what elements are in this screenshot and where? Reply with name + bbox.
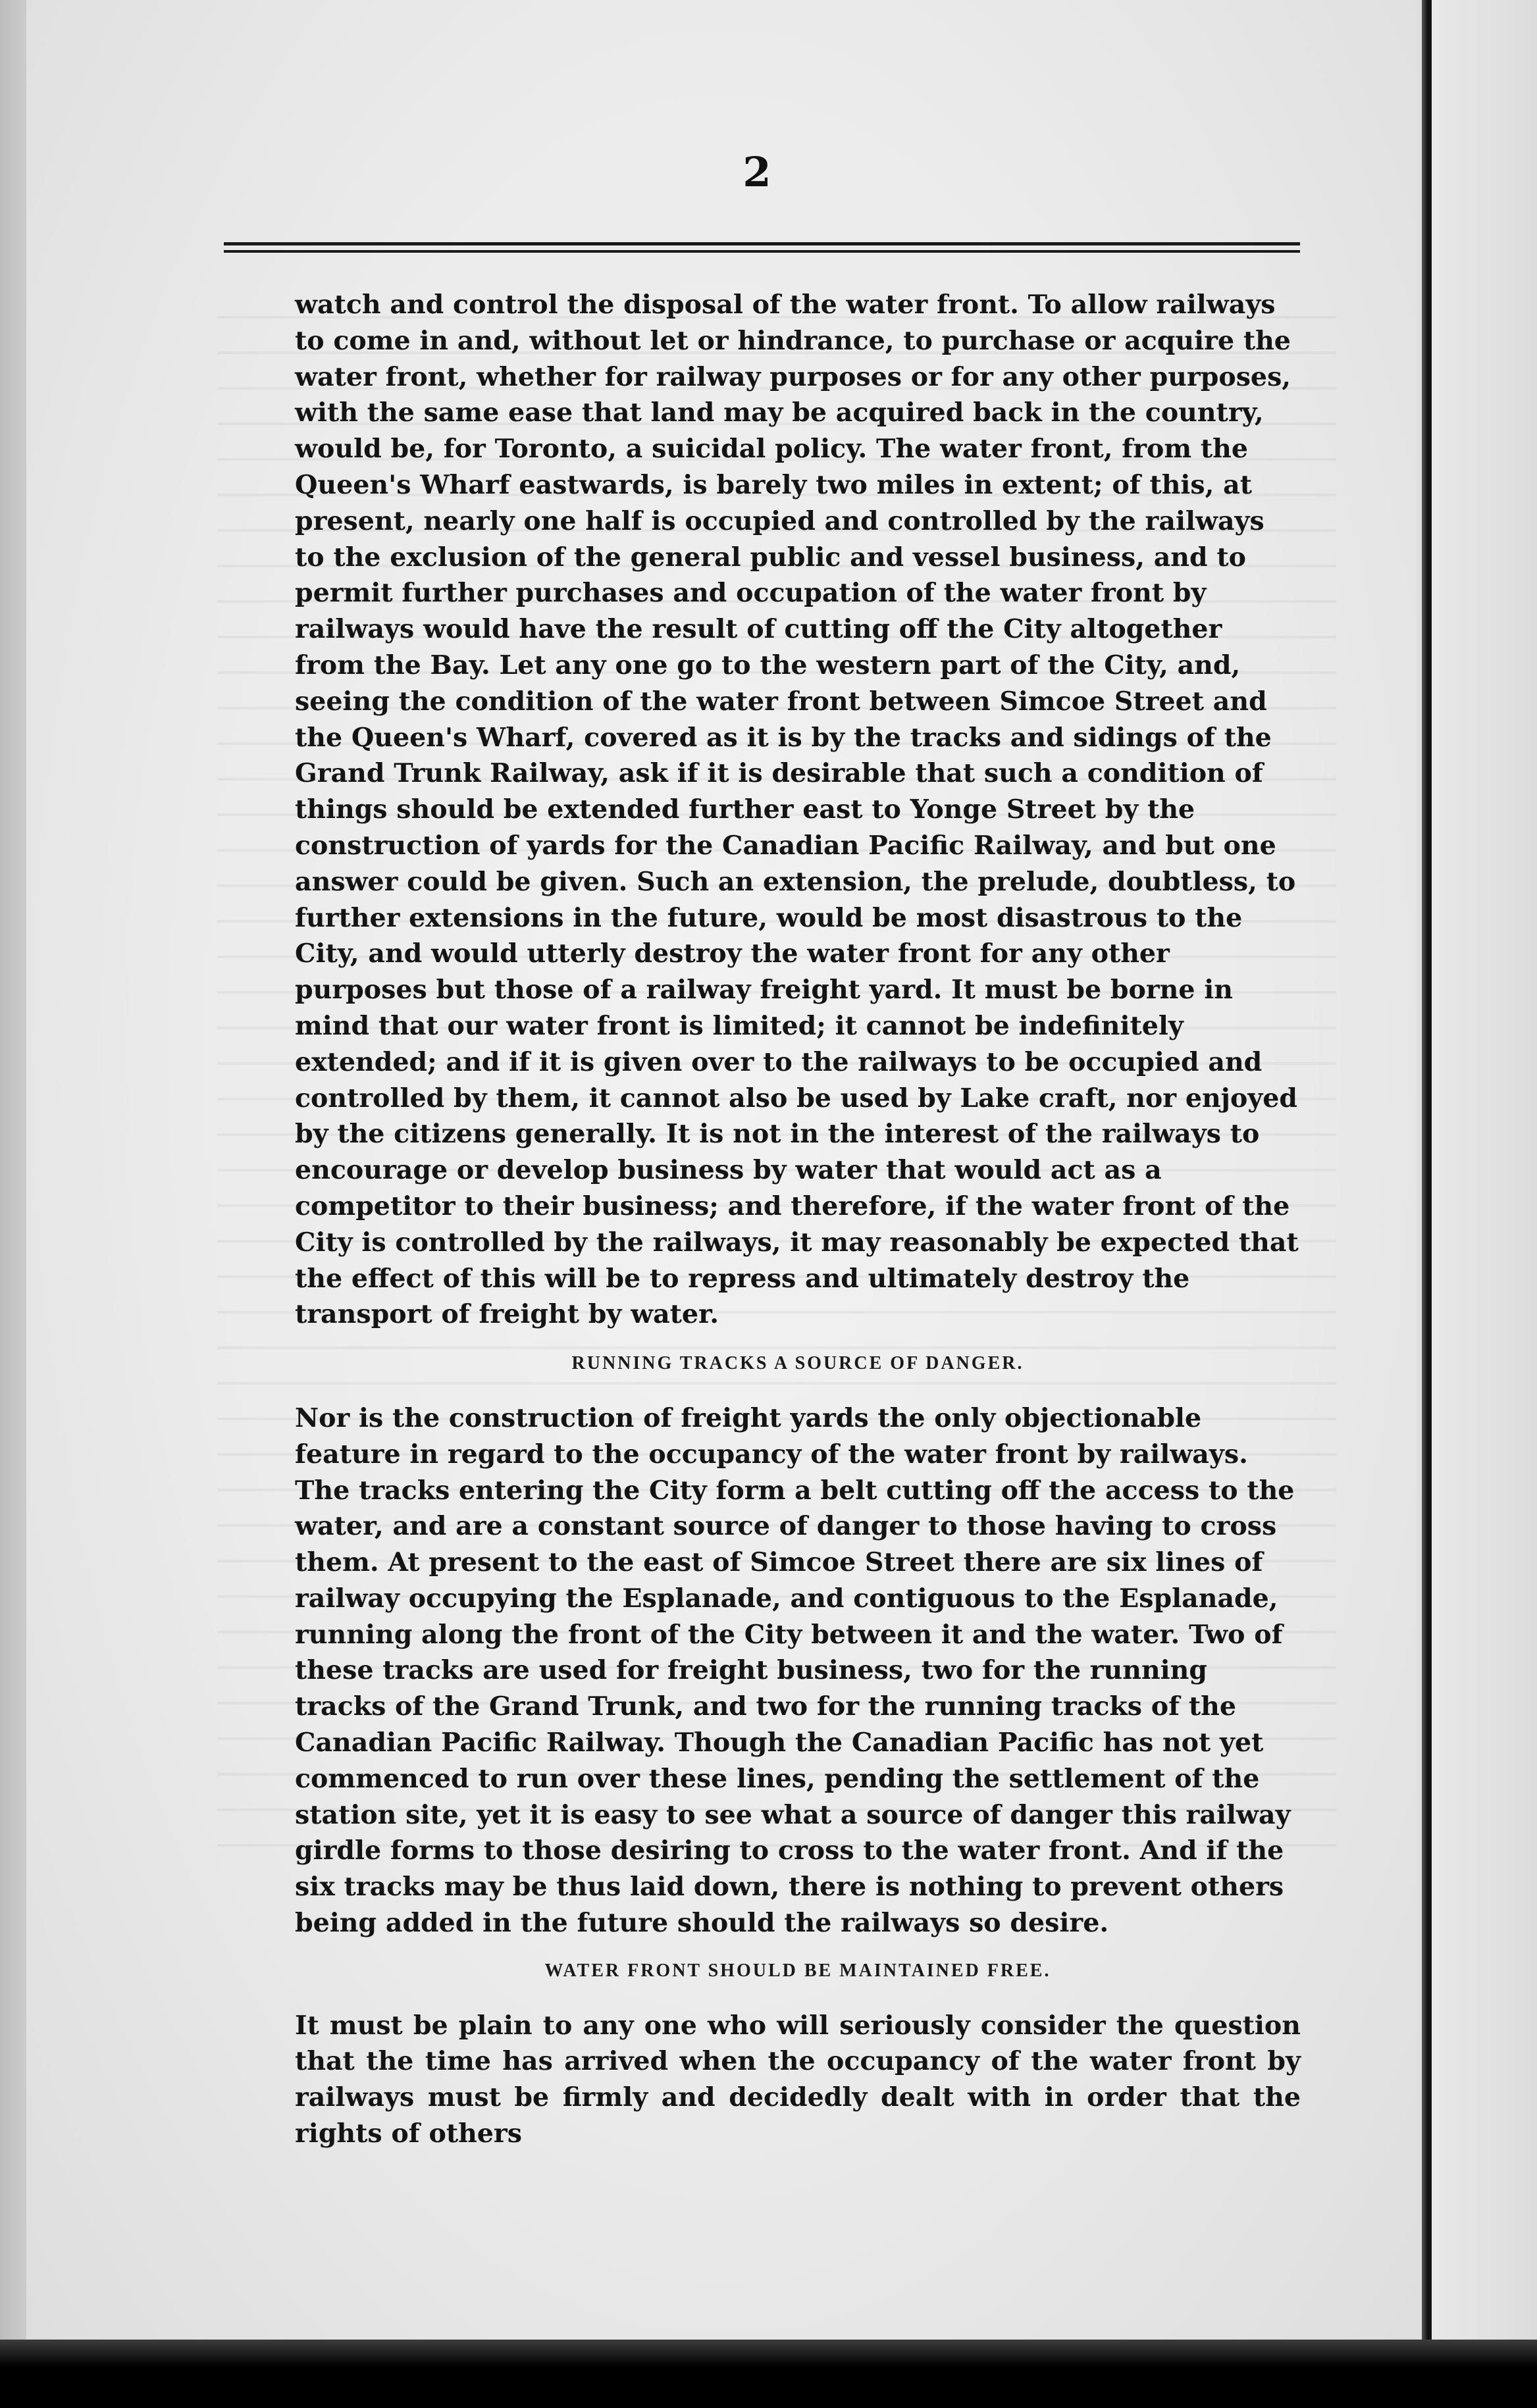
section-heading: RUNNING TRACKS A SOURCE OF DANGER. [571, 1353, 1024, 1374]
header-rule-line [224, 250, 1300, 253]
paragraph: watch and control the disposal of the water front. To allow railways to come in and, without let or hindrance, to purchase or acquire the water front, whether for railway purposes or for any other purposes, with the same ease that land may be acquired back in the country, would be, for Toronto, a suicidal policy. The water front, from the Queen's Wharf eastwards, is barely two miles in extent; of this, at present, nearly one half is occupied and controlled by the railways to the exclusion of the general public and vessel business, and to permit further purchases and occupation of the water front by railways would have the result of cutting off the City altogether from the Bay. Let any one go to the western part of the City, and, seeing the condition of the water front between Simcoe Street and the Queen's Wharf, covered as it is by the tracks and sidings of the Grand Trunk Railway, ask if it is desirable that such a condition of things should be extended further east to Yonge Street by the construction of yards for the Canadian Pacific Railway, and but one answer could be given. Such an extension, the prelude, doubtless, to further extensions in the future, would be most disastrous to the City, and would utterly destroy the water front for any other purposes but those of a railway freight yard. It must be borne in mind that our water front is limited; it cannot be indefinitely extended; and if it is given over to the railways to be occupied and controlled by them, it cannot also be used by Lake craft, nor enjoyed by the citizens generally. It is not in the interest of the railways to encourage or develop business by water that would act as a competitor to their business; and therefore, if the water front of the City is controlled by the railways, it may reasonably be expected that the effect of this will be to repress and ultimately destroy the transport of freight by water. [295, 290, 1299, 1330]
paragraph: It must be plain to any one who will seriously consider the question that the time has arrived when the occupancy of the water front by railways must be firmly and decidedly dealt with in order that the rights of others [295, 2010, 1301, 2149]
scan-bottom-edge [0, 2340, 1537, 2408]
paragraph: Nor is the construction of freight yards the only objectionable feature in regard to the occupancy of the water front by railways. The tracks entering the City form a belt cutting off the access to the water, and are a constant source of danger to those having to cross them. At present to the east of Simcoe Street there are six lines of railway occupying the Esplanade, and contiguous to the Esplanade, running along the front of the City between it and the water. Two of these tracks are used for freight business, two for the running tracks of the Grand Trunk, and two for the running tracks of the Canadian Pacific Railway. Though the Canadian Pacific has not yet commenced to run over these lines, pending the settlement of the station site, yet it is easy to see what a source of danger this railway girdle forms to those desiring to cross to the water front. And if the six tracks may be thus laid down, there is nothing to prevent others being added in the future should the railways so desire. [295, 1402, 1295, 1939]
header-rule-line [224, 242, 1300, 245]
adjacent-page-edge [1432, 0, 1537, 2340]
page-number: 2 [742, 148, 771, 196]
header-double-rule [224, 242, 1300, 259]
article-body [295, 287, 1301, 2152]
section-heading: WATER FRONT SHOULD BE MAINTAINED FREE. [544, 1960, 1051, 1981]
